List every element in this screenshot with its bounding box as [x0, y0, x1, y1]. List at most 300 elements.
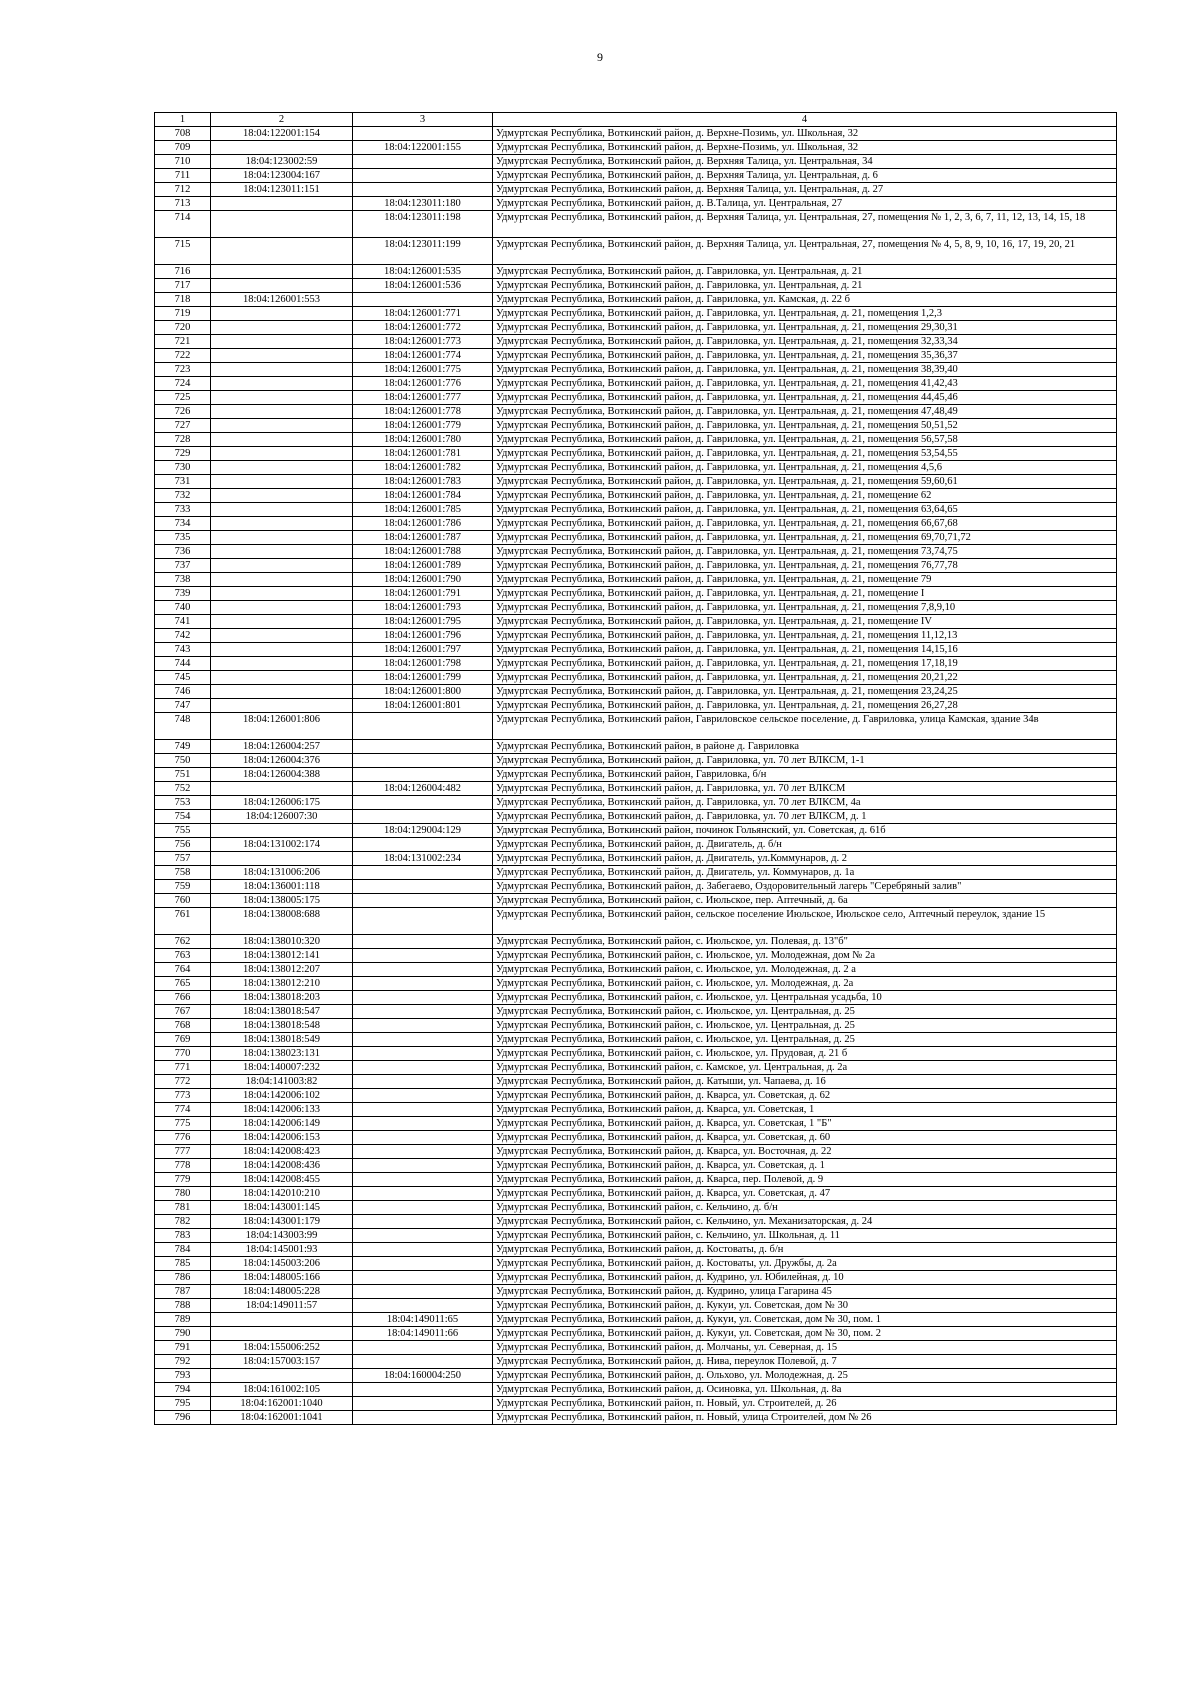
row-number-cell: 715 [155, 238, 211, 265]
row-number-cell: 720 [155, 321, 211, 335]
cadastral-number-building-cell [353, 838, 493, 852]
table-row [155, 1271, 1117, 1285]
cadastral-number-building-cell [353, 810, 493, 824]
address-cell: Удмуртская Республика, Воткинский район, д. Верхняя Талица, ул. Центральная, д. 27 [493, 183, 1117, 197]
table-row [155, 1103, 1117, 1117]
cadastral-number-land-cell [211, 699, 353, 713]
cadastral-number-land-cell [211, 141, 353, 155]
cadastral-number-land-cell [211, 531, 353, 545]
row-number-cell: 779 [155, 1173, 211, 1187]
cadastral-number-land-cell: 18:04:148005:228 [211, 1285, 353, 1299]
cadastral-number-building-cell [353, 1229, 493, 1243]
address-cell: Удмуртская Республика, Воткинский район, д. Осиновка, ул. Школьная, д. 8а [493, 1383, 1117, 1397]
table-row [155, 531, 1117, 545]
table-row [155, 1173, 1117, 1187]
cadastral-number-land-cell [211, 503, 353, 517]
table-row [155, 782, 1117, 796]
row-number-cell: 754 [155, 810, 211, 824]
address-cell: Удмуртская Республика, Воткинский район, д. Гавриловка, ул. Центральная, д. 21, помещения 32,33,34 [493, 335, 1117, 349]
address-cell: Удмуртская Республика, Воткинский район, д. Кварса, ул. Советская, д. 1 [493, 1159, 1117, 1173]
row-number-cell: 760 [155, 894, 211, 908]
cadastral-number-building-cell [353, 1243, 493, 1257]
address-cell: Удмуртская Республика, Воткинский район, д. Гавриловка, ул. Центральная, д. 21 [493, 265, 1117, 279]
cadastral-number-building-cell: 18:04:126001:774 [353, 349, 493, 363]
table-row [155, 169, 1117, 183]
address-cell: Удмуртская Республика, Воткинский район, д. Гавриловка, ул. Центральная, д. 21, помещения 14,15,16 [493, 643, 1117, 657]
table-row [155, 699, 1117, 713]
cadastral-number-land-cell: 18:04:142006:149 [211, 1117, 353, 1131]
cadastral-number-land-cell: 18:04:136001:118 [211, 880, 353, 894]
cadastral-number-land-cell: 18:04:162001:1040 [211, 1397, 353, 1411]
cadastral-number-building-cell [353, 1383, 493, 1397]
address-cell: Удмуртская Республика, Воткинский район, д. В.Талица, ул. Центральная, 27 [493, 197, 1117, 211]
address-cell: Удмуртская Республика, Воткинский район, д. Кудрино, ул. Юбилейная, д. 10 [493, 1271, 1117, 1285]
cadastral-number-building-cell: 18:04:122001:155 [353, 141, 493, 155]
address-cell: Удмуртская Республика, Воткинский район, д. Гавриловка, ул. 70 лет ВЛКСМ [493, 782, 1117, 796]
row-number-cell: 772 [155, 1075, 211, 1089]
cadastral-number-building-cell [353, 1019, 493, 1033]
table-row [155, 629, 1117, 643]
cadastral-number-land-cell: 18:04:126001:806 [211, 713, 353, 740]
cadastral-number-land-cell: 18:04:126001:553 [211, 293, 353, 307]
table-row [155, 363, 1117, 377]
row-number-cell: 794 [155, 1383, 211, 1397]
row-number-cell: 796 [155, 1411, 211, 1425]
cadastral-number-building-cell: 18:04:126001:793 [353, 601, 493, 615]
cadastral-number-land-cell: 18:04:138005:175 [211, 894, 353, 908]
cadastral-number-land-cell: 18:04:143003:99 [211, 1229, 353, 1243]
cadastral-number-land-cell: 18:04:126004:388 [211, 768, 353, 782]
address-cell: Удмуртская Республика, Воткинский район, д. Гавриловка, ул. 70 лет ВЛКСМ, 4а [493, 796, 1117, 810]
cadastral-number-land-cell: 18:04:138018:203 [211, 991, 353, 1005]
table-row [155, 643, 1117, 657]
cadastral-number-building-cell: 18:04:126001:773 [353, 335, 493, 349]
page-number: 9 [597, 50, 603, 64]
row-number-cell: 752 [155, 782, 211, 796]
address-cell: Удмуртская Республика, Воткинский район, д. Кварса, ул. Восточная, д. 22 [493, 1145, 1117, 1159]
cadastral-number-land-cell [211, 279, 353, 293]
address-cell: Удмуртская Республика, Воткинский район, д. Гавриловка, ул. 70 лет ВЛКСМ, 1-1 [493, 754, 1117, 768]
row-number-cell: 727 [155, 419, 211, 433]
table-row [155, 1411, 1117, 1425]
cadastral-number-land-cell [211, 545, 353, 559]
table-row [155, 573, 1117, 587]
cadastral-number-building-cell: 18:04:126001:771 [353, 307, 493, 321]
cadastral-number-building-cell: 18:04:160004:250 [353, 1369, 493, 1383]
cadastral-number-land-cell: 18:04:138010:320 [211, 935, 353, 949]
cadastral-number-land-cell: 18:04:142008:423 [211, 1145, 353, 1159]
address-cell: Удмуртская Республика, Воткинский район, д. Кукуи, ул. Советская, дом № 30, пом. 2 [493, 1327, 1117, 1341]
address-cell: Удмуртская Республика, Воткинский район, д. Кварса, ул. Советская, д. 62 [493, 1089, 1117, 1103]
cadastral-number-land-cell [211, 321, 353, 335]
table-row [155, 824, 1117, 838]
cadastral-number-building-cell [353, 1159, 493, 1173]
row-number-cell: 790 [155, 1327, 211, 1341]
cadastral-number-land-cell [211, 419, 353, 433]
table-row [155, 894, 1117, 908]
row-number-cell: 716 [155, 265, 211, 279]
table-row [155, 433, 1117, 447]
address-cell: Удмуртская Республика, Воткинский район, д. Нива, переулок Полевой, д. 7 [493, 1355, 1117, 1369]
table-row [155, 768, 1117, 782]
cadastral-number-land-cell: 18:04:138018:548 [211, 1019, 353, 1033]
cadastral-number-building-cell: 18:04:126001:777 [353, 391, 493, 405]
row-number-cell: 788 [155, 1299, 211, 1313]
cadastral-number-land-cell: 18:04:123011:151 [211, 183, 353, 197]
cadastral-number-building-cell [353, 1341, 493, 1355]
address-cell: Удмуртская Республика, Воткинский район, с. Июльское, ул. Прудовая, д. 21 б [493, 1047, 1117, 1061]
cadastral-number-building-cell [353, 935, 493, 949]
row-number-cell: 778 [155, 1159, 211, 1173]
row-number-cell: 761 [155, 908, 211, 935]
address-cell: Удмуртская Республика, Воткинский район, с. Июльское, ул. Центральная, д. 25 [493, 1005, 1117, 1019]
cadastral-number-land-cell [211, 601, 353, 615]
address-cell: Удмуртская Республика, Воткинский район, с. Кельчино, ул. Механизаторская, д. 24 [493, 1215, 1117, 1229]
cadastral-number-building-cell [353, 1285, 493, 1299]
cadastral-number-building-cell [353, 1355, 493, 1369]
table-row [155, 1299, 1117, 1313]
table-row [155, 197, 1117, 211]
table-row [155, 908, 1117, 935]
address-cell: Удмуртская Республика, Воткинский район, в районе д. Гавриловка [493, 740, 1117, 754]
table-row [155, 615, 1117, 629]
cadastral-number-building-cell [353, 1215, 493, 1229]
address-cell: Удмуртская Республика, Воткинский район, д. Гавриловка, ул. Центральная, д. 21 [493, 279, 1117, 293]
header-row [155, 113, 1117, 127]
cadastral-number-land-cell [211, 447, 353, 461]
cadastral-number-land-cell: 18:04:123002:59 [211, 155, 353, 169]
cadastral-number-building-cell: 18:04:123011:199 [353, 238, 493, 265]
address-cell: Удмуртская Республика, Воткинский район, д. Гавриловка, ул. Центральная, д. 21, помещения 38,39,40 [493, 363, 1117, 377]
table-row [155, 419, 1117, 433]
table-row [155, 963, 1117, 977]
cadastral-number-building-cell: 18:04:126001:775 [353, 363, 493, 377]
address-cell: Удмуртская Республика, Воткинский район, починок Гольянский, ул. Советская, д. 61б [493, 824, 1117, 838]
row-number-cell: 757 [155, 852, 211, 866]
cadastral-number-land-cell: 18:04:122001:154 [211, 127, 353, 141]
address-cell: Удмуртская Республика, Воткинский район, д. Гавриловка, ул. Центральная, д. 21, помещения 76,77,78 [493, 559, 1117, 573]
table-row [155, 475, 1117, 489]
table-row [155, 1369, 1117, 1383]
cadastral-number-building-cell: 18:04:126001:798 [353, 657, 493, 671]
address-cell: Удмуртская Республика, Воткинский район, д. Кварса, ул. Советская, 1 [493, 1103, 1117, 1117]
address-cell: Удмуртская Республика, Воткинский район, с. Июльское, ул. Молодежная, д. 2 а [493, 963, 1117, 977]
table-row [155, 1229, 1117, 1243]
address-cell: Удмуртская Республика, Воткинский район, д. Гавриловка, ул. Центральная, д. 21, помещения 66,67,68 [493, 517, 1117, 531]
cadastral-number-land-cell: 18:04:149011:57 [211, 1299, 353, 1313]
table-row [155, 685, 1117, 699]
cadastral-number-building-cell: 18:04:149011:65 [353, 1313, 493, 1327]
address-cell: Удмуртская Республика, Воткинский район, д. Гавриловка, ул. Центральная, д. 21, помещения 73,74,75 [493, 545, 1117, 559]
row-number-cell: 764 [155, 963, 211, 977]
table-row [155, 838, 1117, 852]
row-number-cell: 775 [155, 1117, 211, 1131]
row-number-cell: 733 [155, 503, 211, 517]
row-number-cell: 771 [155, 1061, 211, 1075]
row-number-cell: 730 [155, 461, 211, 475]
cadastral-number-building-cell: 18:04:126001:786 [353, 517, 493, 531]
address-cell: Удмуртская Республика, Воткинский район, с. Камское, ул. Центральная, д. 2а [493, 1061, 1117, 1075]
column-header-4: 4 [493, 113, 1117, 127]
row-number-cell: 776 [155, 1131, 211, 1145]
cadastral-number-building-cell [353, 768, 493, 782]
row-number-cell: 710 [155, 155, 211, 169]
row-number-cell: 795 [155, 1397, 211, 1411]
address-cell: Удмуртская Республика, Воткинский район, д. Кудрино, улица Гагарина 45 [493, 1285, 1117, 1299]
row-number-cell: 753 [155, 796, 211, 810]
cadastral-number-land-cell [211, 211, 353, 238]
cadastral-number-building-cell [353, 977, 493, 991]
address-cell: Удмуртская Республика, Воткинский район, д. Катыши, ул. Чапаева, д. 16 [493, 1075, 1117, 1089]
address-cell: Удмуртская Республика, Воткинский район, д. Верхне-Позимь, ул. Школьная, 32 [493, 141, 1117, 155]
cadastral-number-building-cell: 18:04:126001:778 [353, 405, 493, 419]
address-cell: Удмуртская Республика, Воткинский район, с. Июльское, ул. Молодежная, дом № 2а [493, 949, 1117, 963]
table-row [155, 1285, 1117, 1299]
address-cell: Удмуртская Республика, Воткинский район, д. Гавриловка, ул. Центральная, д. 21, помещения 26,27,28 [493, 699, 1117, 713]
address-cell: Удмуртская Республика, Воткинский район, д. Гавриловка, ул. Центральная, д. 21, помещения 53,54,55 [493, 447, 1117, 461]
address-cell: Удмуртская Республика, Воткинский район, д. Гавриловка, ул. Центральная, д. 21, помещения 17,18,19 [493, 657, 1117, 671]
address-cell: Удмуртская Республика, Воткинский район, д. Гавриловка, ул. Центральная, д. 21, помещения 1,2,3 [493, 307, 1117, 321]
cadastral-number-building-cell [353, 796, 493, 810]
address-cell: Удмуртская Республика, Воткинский район, д. Гавриловка, ул. Центральная, д. 21, помещения 7,8,9,10 [493, 601, 1117, 615]
address-cell: Удмуртская Республика, Воткинский район, п. Новый, ул. Строителей, д. 26 [493, 1397, 1117, 1411]
table-row [155, 1397, 1117, 1411]
table-row [155, 754, 1117, 768]
cadastral-number-land-cell: 18:04:143001:179 [211, 1215, 353, 1229]
cadastral-number-building-cell [353, 1271, 493, 1285]
row-number-cell: 786 [155, 1271, 211, 1285]
cadastral-number-building-cell: 18:04:126001:784 [353, 489, 493, 503]
cadastral-number-land-cell [211, 489, 353, 503]
table-row [155, 810, 1117, 824]
cadastral-number-land-cell: 18:04:138012:210 [211, 977, 353, 991]
row-number-cell: 713 [155, 197, 211, 211]
cadastral-number-building-cell: 18:04:123011:180 [353, 197, 493, 211]
cadastral-number-land-cell: 18:04:138012:141 [211, 949, 353, 963]
row-number-cell: 749 [155, 740, 211, 754]
cadastral-number-land-cell: 18:04:126007:30 [211, 810, 353, 824]
table-row [155, 349, 1117, 363]
cadastral-number-land-cell: 18:04:161002:105 [211, 1383, 353, 1397]
row-number-cell: 734 [155, 517, 211, 531]
cadastral-number-land-cell [211, 1327, 353, 1341]
row-number-cell: 744 [155, 657, 211, 671]
table-row [155, 1131, 1117, 1145]
table-row [155, 935, 1117, 949]
row-number-cell: 721 [155, 335, 211, 349]
cadastral-number-land-cell: 18:04:123004:167 [211, 169, 353, 183]
row-number-cell: 741 [155, 615, 211, 629]
cadastral-number-land-cell [211, 391, 353, 405]
table-row [155, 293, 1117, 307]
table-row [155, 1355, 1117, 1369]
cadastral-number-building-cell [353, 740, 493, 754]
address-cell: Удмуртская Республика, Воткинский район, д. Кукуи, ул. Советская, дом № 30 [493, 1299, 1117, 1313]
table-row [155, 447, 1117, 461]
row-number-cell: 739 [155, 587, 211, 601]
address-cell: Удмуртская Республика, Воткинский район, д. Верхняя Талица, ул. Центральная, 27, помещения № 4, 5, 8, 9, 10, 16, 17, 19, 20, 21 [493, 238, 1117, 265]
table-row [155, 559, 1117, 573]
table-row [155, 949, 1117, 963]
table-row [155, 1047, 1117, 1061]
cadastral-number-land-cell [211, 573, 353, 587]
row-number-cell: 782 [155, 1215, 211, 1229]
table-row [155, 183, 1117, 197]
table-row [155, 866, 1117, 880]
cadastral-number-building-cell [353, 949, 493, 963]
cadastral-number-building-cell [353, 183, 493, 197]
cadastral-number-land-cell: 18:04:140007:232 [211, 1061, 353, 1075]
cadastral-number-building-cell: 18:04:129004:129 [353, 824, 493, 838]
cadastral-number-land-cell [211, 643, 353, 657]
row-number-cell: 742 [155, 629, 211, 643]
row-number-cell: 737 [155, 559, 211, 573]
cadastral-number-building-cell [353, 1033, 493, 1047]
cadastral-number-land-cell: 18:04:142010:210 [211, 1187, 353, 1201]
cadastral-number-building-cell: 18:04:126001:536 [353, 279, 493, 293]
row-number-cell: 783 [155, 1229, 211, 1243]
row-number-cell: 751 [155, 768, 211, 782]
cadastral-number-land-cell: 18:04:138008:688 [211, 908, 353, 935]
row-number-cell: 735 [155, 531, 211, 545]
cadastral-number-land-cell: 18:04:138018:549 [211, 1033, 353, 1047]
address-cell: Удмуртская Республика, Воткинский район, д. Гавриловка, ул. Центральная, д. 21, помещения 29,30,31 [493, 321, 1117, 335]
table-row [155, 1089, 1117, 1103]
cadastral-number-land-cell [211, 852, 353, 866]
address-cell: Удмуртская Республика, Воткинский район, д. Верхняя Талица, ул. Центральная, 27, помещения № 1, 2, 3, 6, 7, 11, 12, 13, 14, 15, 18 [493, 211, 1117, 238]
cadastral-number-building-cell: 18:04:126001:795 [353, 615, 493, 629]
row-number-cell: 726 [155, 405, 211, 419]
address-cell: Удмуртская Республика, Воткинский район, д. Гавриловка, ул. Центральная, д. 21, помещения 35,36,37 [493, 349, 1117, 363]
row-number-cell: 777 [155, 1145, 211, 1159]
cadastral-number-building-cell [353, 908, 493, 935]
cadastral-number-land-cell [211, 824, 353, 838]
row-number-cell: 784 [155, 1243, 211, 1257]
table-row [155, 1257, 1117, 1271]
cadastral-number-building-cell [353, 963, 493, 977]
row-number-cell: 740 [155, 601, 211, 615]
row-number-cell: 725 [155, 391, 211, 405]
row-number-cell: 746 [155, 685, 211, 699]
cadastral-number-land-cell: 18:04:143001:145 [211, 1201, 353, 1215]
address-cell: Удмуртская Республика, Воткинский район, д. Верхне-Позимь, ул. Школьная, 32 [493, 127, 1117, 141]
column-header-3: 3 [353, 113, 493, 127]
cadastral-number-building-cell [353, 894, 493, 908]
cadastral-number-land-cell [211, 197, 353, 211]
table-row [155, 977, 1117, 991]
row-number-cell: 769 [155, 1033, 211, 1047]
cadastral-number-land-cell [211, 615, 353, 629]
address-cell: Удмуртская Республика, Воткинский район, п. Новый, улица Строителей, дом № 26 [493, 1411, 1117, 1425]
cadastral-number-building-cell: 18:04:126001:788 [353, 545, 493, 559]
table-row [155, 503, 1117, 517]
cadastral-number-land-cell [211, 671, 353, 685]
cadastral-number-land-cell: 18:04:126004:376 [211, 754, 353, 768]
address-cell: Удмуртская Республика, Воткинский район, д. Гавриловка, ул. Центральная, д. 21, помещения 20,21,22 [493, 671, 1117, 685]
table-row [155, 489, 1117, 503]
cadastral-number-building-cell [353, 1117, 493, 1131]
table-row [155, 545, 1117, 559]
row-number-cell: 756 [155, 838, 211, 852]
cadastral-number-land-cell [211, 657, 353, 671]
cadastral-number-building-cell: 18:04:126001:785 [353, 503, 493, 517]
table-row [155, 880, 1117, 894]
address-cell: Удмуртская Республика, Воткинский район, д. Кварса, ул. Советская, д. 60 [493, 1131, 1117, 1145]
address-cell: Удмуртская Республика, Воткинский район, д. Гавриловка, ул. Центральная, д. 21, помещения 23,24,25 [493, 685, 1117, 699]
cadastral-number-building-cell [353, 1131, 493, 1145]
cadastral-number-land-cell [211, 433, 353, 447]
address-cell: Удмуртская Республика, Воткинский район, д. Гавриловка, ул. Центральная, д. 21, помещения 59,60,61 [493, 475, 1117, 489]
cadastral-number-land-cell [211, 265, 353, 279]
row-number-cell: 732 [155, 489, 211, 503]
table-row [155, 1201, 1117, 1215]
address-cell: Удмуртская Республика, Воткинский район, д. Молчаны, ул. Северная, д. 15 [493, 1341, 1117, 1355]
cadastral-number-land-cell: 18:04:126004:257 [211, 740, 353, 754]
cadastral-number-land-cell: 18:04:142006:153 [211, 1131, 353, 1145]
table-row [155, 657, 1117, 671]
row-number-cell: 729 [155, 447, 211, 461]
address-cell: Удмуртская Республика, Воткинский район, д. Кварса, пер. Полевой, д. 9 [493, 1173, 1117, 1187]
address-cell: Удмуртская Республика, Воткинский район, д. Гавриловка, ул. Центральная, д. 21, помещения 63,64,65 [493, 503, 1117, 517]
table-row [155, 1215, 1117, 1229]
cadastral-number-building-cell [353, 1397, 493, 1411]
cadastral-number-building-cell [353, 155, 493, 169]
cadastral-number-building-cell: 18:04:126001:779 [353, 419, 493, 433]
row-number-cell: 748 [155, 713, 211, 740]
row-number-cell: 731 [155, 475, 211, 489]
row-number-cell: 781 [155, 1201, 211, 1215]
table-row [155, 461, 1117, 475]
row-number-cell: 755 [155, 824, 211, 838]
row-number-cell: 712 [155, 183, 211, 197]
row-number-cell: 728 [155, 433, 211, 447]
address-cell: Удмуртская Республика, Воткинский район, д. Гавриловка, ул. Камская, д. 22 б [493, 293, 1117, 307]
cadastral-number-land-cell [211, 629, 353, 643]
address-cell: Удмуртская Республика, Воткинский район, д. Двигатель, ул. Коммунаров, д. 1а [493, 866, 1117, 880]
cadastral-number-building-cell: 18:04:126001:772 [353, 321, 493, 335]
address-cell: Удмуртская Республика, Воткинский район, д. Забегаево, Оздоровительный лагерь "Серебряный залив" [493, 880, 1117, 894]
cadastral-number-building-cell: 18:04:126001:780 [353, 433, 493, 447]
address-cell: Удмуртская Республика, Воткинский район, д. Гавриловка, ул. Центральная, д. 21, помещение I [493, 587, 1117, 601]
address-cell: Удмуртская Республика, Воткинский район, д. Гавриловка, ул. Центральная, д. 21, помещение IV [493, 615, 1117, 629]
table-row [155, 238, 1117, 265]
row-number-cell: 793 [155, 1369, 211, 1383]
address-cell: Удмуртская Республика, Воткинский район, д. Гавриловка, ул. Центральная, д. 21, помещения 44,45,46 [493, 391, 1117, 405]
cadastral-number-building-cell [353, 1075, 493, 1089]
address-cell: Удмуртская Республика, Воткинский район, д. Гавриловка, ул. Центральная, д. 21, помещения 4,5,6 [493, 461, 1117, 475]
address-cell: Удмуртская Республика, Воткинский район, д. Ольхово, ул. Молодежная, д. 25 [493, 1369, 1117, 1383]
address-cell: Удмуртская Республика, Воткинский район, д. Двигатель, ул.Коммунаров, д. 2 [493, 852, 1117, 866]
cadastral-number-building-cell: 18:04:126001:787 [353, 531, 493, 545]
row-number-cell: 717 [155, 279, 211, 293]
table-row [155, 127, 1117, 141]
table-row [155, 155, 1117, 169]
address-cell: Удмуртская Республика, Воткинский район, д. Кварса, ул. Советская, 1 "Б" [493, 1117, 1117, 1131]
table-row [155, 601, 1117, 615]
table-row [155, 587, 1117, 601]
table-row [155, 377, 1117, 391]
address-cell: Удмуртская Республика, Воткинский район, д. Костоваты, ул. Дружбы, д. 2а [493, 1257, 1117, 1271]
cadastral-number-building-cell [353, 713, 493, 740]
row-number-cell: 766 [155, 991, 211, 1005]
table-row [155, 740, 1117, 754]
table-row [155, 1327, 1117, 1341]
cadastral-number-land-cell: 18:04:138018:547 [211, 1005, 353, 1019]
row-number-cell: 785 [155, 1257, 211, 1271]
table-row [155, 1075, 1117, 1089]
cadastral-number-building-cell [353, 1005, 493, 1019]
cadastral-number-land-cell: 18:04:145001:93 [211, 1243, 353, 1257]
